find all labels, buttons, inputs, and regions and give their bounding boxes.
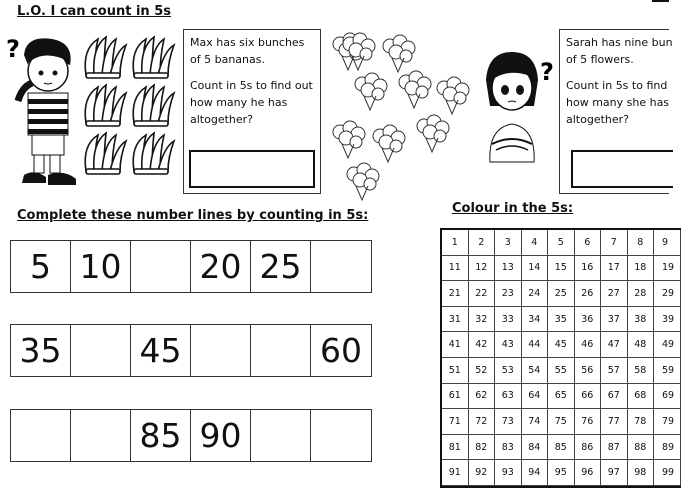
hundred-square-cell[interactable]: 28 (628, 281, 655, 307)
hundred-square-cell[interactable]: 31 (442, 307, 469, 333)
hundred-square-cell[interactable]: 75 (548, 409, 575, 435)
hundred-square-cell[interactable]: 41 (442, 332, 469, 358)
hundred-square-cell[interactable]: 65 (548, 384, 575, 410)
hundred-square-cell[interactable]: 43 (495, 332, 522, 358)
hundred-square-cell[interactable]: 94 (522, 460, 549, 486)
hundred-square-cell[interactable]: 37 (601, 307, 628, 333)
hundred-square-cell[interactable]: 44 (522, 332, 549, 358)
number-line-cell[interactable] (131, 241, 191, 292)
hundred-square-cell[interactable]: 61 (442, 384, 469, 410)
hundred-square-cell[interactable]: 36 (575, 307, 602, 333)
hundred-square-cell[interactable]: 53 (495, 358, 522, 384)
number-line-cell[interactable] (311, 410, 371, 461)
hundred-square-cell[interactable]: 1 (442, 230, 469, 256)
hundred-square-cell[interactable]: 73 (495, 409, 522, 435)
flower-bunches-illustration (330, 32, 480, 212)
sarah-problem-question-line1: Count in 5s to find (566, 79, 668, 92)
max-answer-box[interactable] (189, 150, 315, 188)
hundred-square-cell[interactable]: 21 (442, 281, 469, 307)
number-line-cell[interactable] (11, 410, 71, 461)
hundred-square-cell[interactable]: 79 (654, 409, 681, 435)
hundred-square-cell[interactable]: 93 (495, 460, 522, 486)
number-line-cell[interactable]: 85 (131, 410, 191, 461)
hundred-square-cell[interactable]: 72 (469, 409, 496, 435)
number-line-cell[interactable]: 25 (251, 241, 311, 292)
hundred-square-cell[interactable]: 25 (548, 281, 575, 307)
hundred-square-cell[interactable]: 27 (601, 281, 628, 307)
hundred-square-cell[interactable]: 52 (469, 358, 496, 384)
hundred-square-cell[interactable]: 56 (575, 358, 602, 384)
number-line-cell[interactable]: 60 (320, 331, 362, 370)
hundred-square-cell[interactable]: 47 (601, 332, 628, 358)
hundred-square-cell[interactable]: 11 (442, 256, 469, 282)
hundred-square-cell[interactable]: 34 (522, 307, 549, 333)
hundred-square-cell[interactable]: 64 (522, 384, 549, 410)
max-problem-question: Count in 5s to find out how many he has altogether? (190, 79, 313, 126)
hundred-square-cell[interactable]: 23 (495, 281, 522, 307)
sarah-answer-box[interactable] (571, 150, 673, 188)
number-line-cell[interactable] (71, 410, 131, 461)
number-line-1 (10, 240, 372, 293)
hundred-square-cell[interactable]: 49 (654, 332, 681, 358)
hundred-square-cell[interactable]: 9 (654, 230, 681, 256)
hundred-square-cell[interactable]: 35 (548, 307, 575, 333)
hundred-square-cell[interactable]: 29 (654, 281, 681, 307)
hundred-square-cell[interactable]: 89 (654, 435, 681, 461)
sarah-problem-question-line3: altogether? (566, 113, 630, 126)
hundred-square-cell[interactable]: 78 (628, 409, 655, 435)
hundred-square-cell[interactable]: 58 (628, 358, 655, 384)
hundred-square-cell[interactable]: 32 (469, 307, 496, 333)
hundred-square-grid (440, 228, 681, 488)
hundred-square-cell[interactable]: 7 (601, 230, 628, 256)
number-line-cell[interactable] (251, 410, 311, 461)
hundred-square-cell[interactable]: 46 (575, 332, 602, 358)
question-mark-icon: ? (6, 35, 20, 63)
hundred-square-cell[interactable]: 33 (495, 307, 522, 333)
hundred-square-cell[interactable]: 66 (575, 384, 602, 410)
hundred-square-cell[interactable]: 18 (628, 256, 655, 282)
hundred-square-cell[interactable]: 86 (575, 435, 602, 461)
page-title: L.O. I can count in 5s (17, 4, 171, 19)
hundred-square-cell[interactable]: 71 (442, 409, 469, 435)
hundred-square-cell[interactable]: 77 (601, 409, 628, 435)
hundred-square-cell[interactable]: 59 (654, 358, 681, 384)
number-lines-heading: Complete these number lines by counting in 5s: (17, 208, 369, 223)
hundred-square-cell[interactable]: 42 (469, 332, 496, 358)
hundred-square-cell[interactable]: 97 (601, 460, 628, 486)
hundred-square-cell[interactable]: 95 (548, 460, 575, 486)
thinking-boy-illustration (4, 35, 84, 187)
hundred-square-cell[interactable]: 81 (442, 435, 469, 461)
hundred-square-cell[interactable]: 51 (442, 358, 469, 384)
hundred-square-cell[interactable]: 14 (522, 256, 549, 282)
thinking-girl-illustration (478, 50, 560, 172)
hundred-square-cell[interactable]: 48 (628, 332, 655, 358)
hundred-square-cell[interactable]: 8 (628, 230, 655, 256)
hundred-square-cell[interactable]: 74 (522, 409, 549, 435)
hundred-square-cell[interactable]: 38 (628, 307, 655, 333)
hundred-square-cell[interactable]: 12 (469, 256, 496, 282)
hundred-square-cell[interactable]: 69 (654, 384, 681, 410)
banana-bunches-illustration (80, 35, 180, 175)
hundred-square-cell[interactable]: 62 (469, 384, 496, 410)
hundred-square-cell[interactable]: 19 (654, 256, 681, 282)
sarah-problem-statement-line1: Sarah has nine bun (566, 36, 673, 49)
hundred-square-cell[interactable]: 16 (575, 256, 602, 282)
hundred-square-cell[interactable]: 91 (442, 460, 469, 486)
top-edge-mark (652, 0, 669, 2)
hundred-square-cell[interactable]: 39 (654, 307, 681, 333)
hundred-square-cell[interactable]: 87 (601, 435, 628, 461)
hundred-square-cell[interactable]: 68 (628, 384, 655, 410)
hundred-square-cell[interactable]: 92 (469, 460, 496, 486)
hundred-square-cell[interactable]: 13 (495, 256, 522, 282)
number-line-3 (10, 409, 372, 462)
hundred-square-cell[interactable]: 22 (469, 281, 496, 307)
hundred-square-cell[interactable]: 4 (522, 230, 549, 256)
number-line-cell[interactable]: 35 (11, 325, 71, 376)
hundred-square-cell[interactable]: 57 (601, 358, 628, 384)
number-line-cell[interactable]: 5 (11, 241, 71, 292)
number-line-2 (10, 324, 372, 377)
hundred-square-cell[interactable]: 96 (575, 460, 602, 486)
number-line-cell[interactable]: 10 (71, 241, 131, 292)
hundred-square-cell[interactable]: 6 (575, 230, 602, 256)
hundred-square-cell[interactable]: 2 (469, 230, 496, 256)
hundred-square-cell[interactable]: 82 (469, 435, 496, 461)
hundred-square-cell[interactable]: 98 (628, 460, 655, 486)
number-line-cell[interactable]: 45 (131, 325, 191, 376)
number-line-cell[interactable]: 90 (191, 410, 251, 461)
hundred-square-cell[interactable]: 45 (548, 332, 575, 358)
number-line-cell[interactable]: 20 (191, 241, 251, 292)
number-line-cell[interactable] (251, 325, 311, 376)
hundred-square-cell[interactable]: 88 (628, 435, 655, 461)
number-line-cell[interactable] (311, 241, 371, 292)
colour-heading: Colour in the 5s: (452, 201, 574, 216)
hundred-square-cell[interactable]: 67 (601, 384, 628, 410)
hundred-square-cell[interactable]: 84 (522, 435, 549, 461)
hundred-square-cell[interactable]: 54 (522, 358, 549, 384)
hundred-square-cell[interactable]: 63 (495, 384, 522, 410)
hundred-square-cell[interactable]: 3 (495, 230, 522, 256)
hundred-square-cell[interactable]: 99 (654, 460, 681, 486)
sarah-problem-statement-line2: of 5 flowers. (566, 53, 634, 66)
hundred-square-cell[interactable]: 26 (575, 281, 602, 307)
sarah-problem-question-line2: how many she has (566, 96, 670, 109)
hundred-square-cell[interactable]: 85 (548, 435, 575, 461)
hundred-square-cell[interactable]: 24 (522, 281, 549, 307)
hundred-square-cell[interactable]: 76 (575, 409, 602, 435)
hundred-square-cell[interactable]: 83 (495, 435, 522, 461)
number-line-cell[interactable] (71, 325, 131, 376)
number-line-cell[interactable] (191, 325, 251, 376)
hundred-square-cell[interactable]: 55 (548, 358, 575, 384)
max-problem-statement: Max has six bunches of 5 bananas. (190, 36, 305, 66)
question-mark-icon: ? (540, 58, 554, 86)
hundred-square-cell[interactable]: 15 (548, 256, 575, 282)
hundred-square-cell[interactable]: 5 (548, 230, 575, 256)
hundred-square-cell[interactable]: 17 (601, 256, 628, 282)
